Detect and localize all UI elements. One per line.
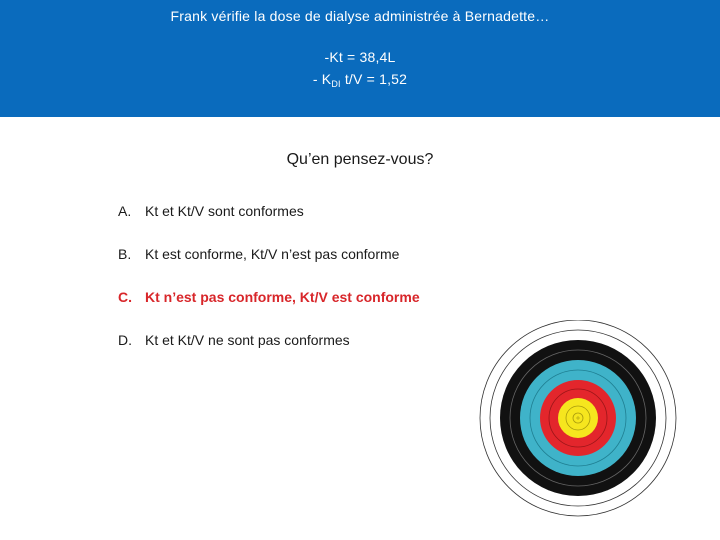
header-banner: [0, 0, 720, 117]
option-text: Kt et Kt/V sont conformes: [145, 203, 304, 219]
ktv-prefix: - K: [312, 71, 332, 87]
option-letter: D.: [118, 332, 132, 348]
archery-target-icon: [478, 320, 678, 520]
option-c-correct[interactable]: [118, 289, 420, 305]
question-heading: Qu’en pensez-vous?: [286, 151, 434, 168]
option-letter: B.: [118, 246, 132, 262]
option-text: Kt n’est pas conforme, Kt/V est conforme: [145, 289, 420, 305]
option-letter: C.: [118, 289, 132, 305]
option-letter: A.: [118, 203, 132, 219]
slide-title: Frank vérifie la dose de dialyse administrée à Bernadette…: [170, 8, 550, 24]
option-d[interactable]: [118, 332, 350, 348]
ktv-subscript: DI: [331, 79, 341, 89]
option-text: Kt est conforme, Kt/V n’est pas conforme: [145, 246, 400, 262]
ktv-value: [0, 71, 720, 89]
option-text: Kt et Kt/V ne sont pas conformes: [145, 332, 350, 348]
ktv-suffix: t/V = 1,52: [340, 71, 408, 87]
option-b[interactable]: [118, 246, 399, 262]
kt-value: -Kt = 38,4L: [324, 49, 396, 65]
option-a[interactable]: [118, 203, 304, 219]
